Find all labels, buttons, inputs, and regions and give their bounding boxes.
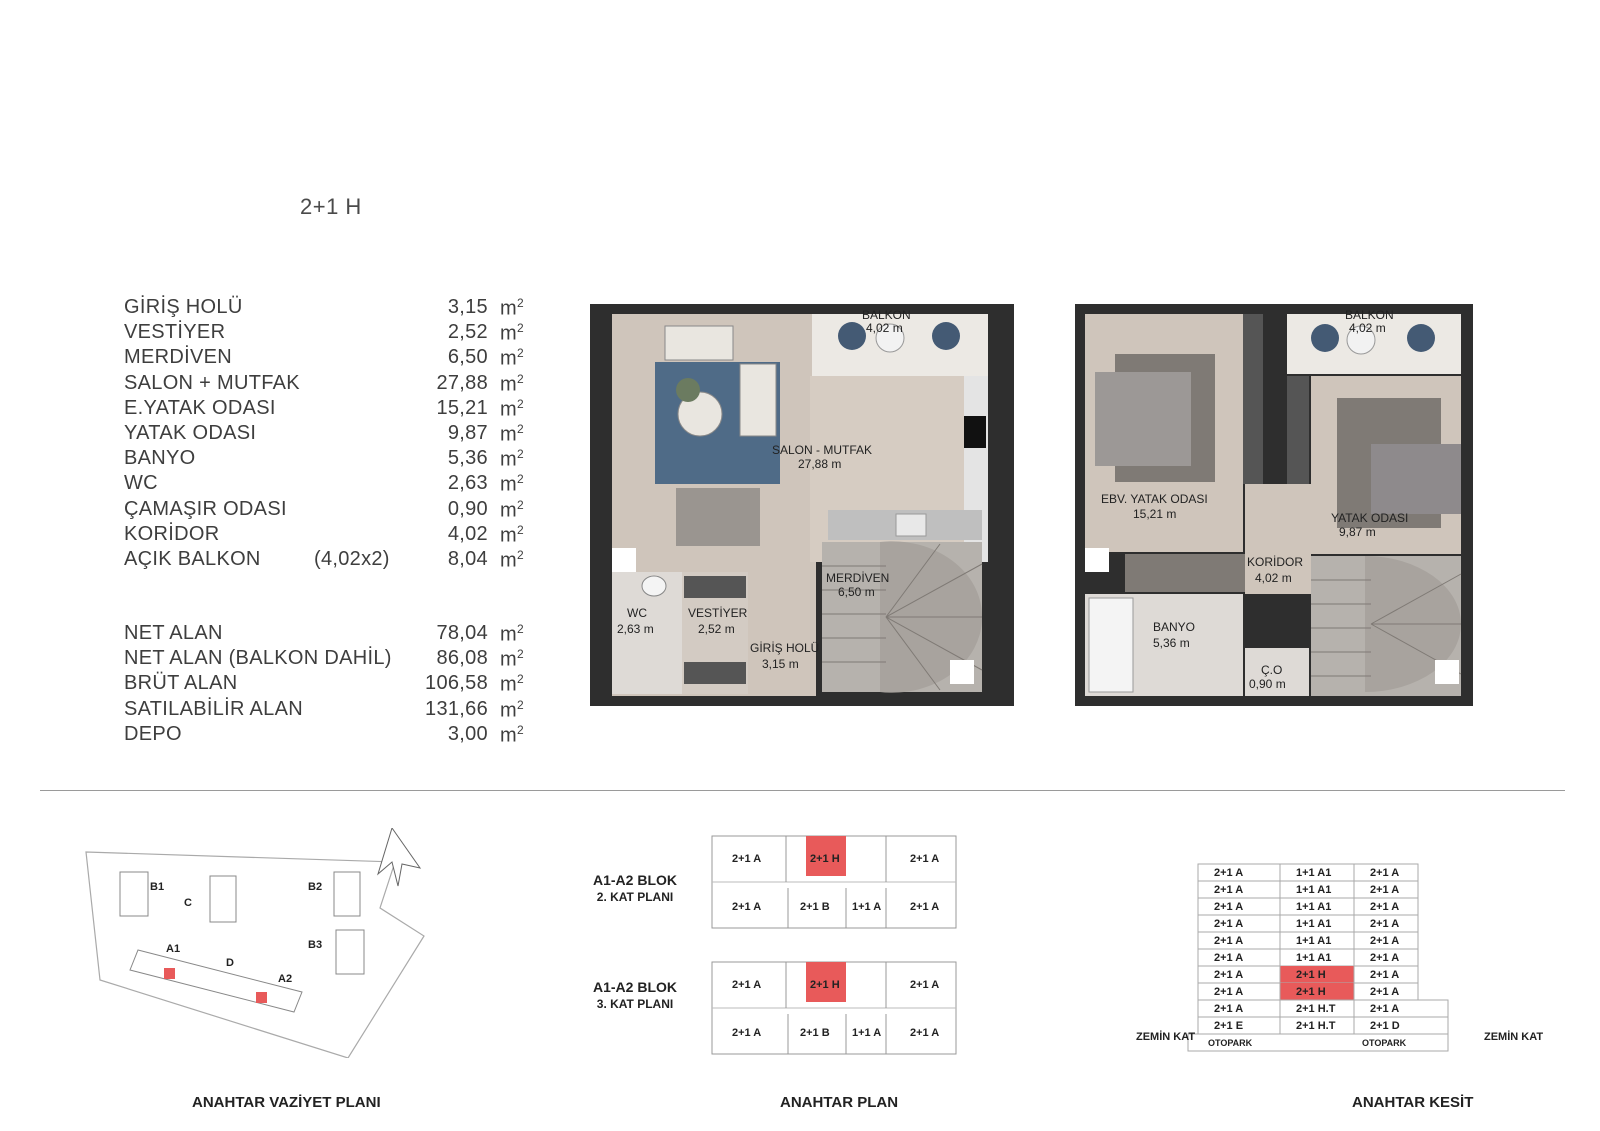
floor-plan-lower (590, 304, 1014, 706)
area-label: WC (124, 472, 158, 495)
area-label: AÇIK BALKON (124, 548, 261, 570)
upper-banyo-name: BANYO (1153, 620, 1196, 634)
area-unit: $m^2$ (500, 396, 524, 421)
lower-balkon-name: BALKON (862, 308, 911, 322)
section-cell: 2+1 H.T (1296, 1003, 1336, 1015)
total-value: 78,04 (436, 622, 488, 644)
key-section-caption: ANAHTAR KESİT (1352, 1094, 1474, 1111)
total-label: BRÜT ALAN (124, 672, 238, 695)
total-unit: $m^2$ (500, 647, 524, 671)
section-cell: 2+1 A (1214, 1003, 1244, 1015)
kp2-top-0: 2+1 A (732, 853, 762, 865)
kp2-top-1: 2+1 H (810, 853, 840, 865)
section-cell: 2+1 A (1370, 986, 1400, 998)
site-label-b3: B3 (308, 939, 323, 951)
area-unit: $m^2$ (500, 296, 524, 320)
kp2-bot-2: 1+1 A (852, 901, 882, 913)
area-label: E.YATAK ODASI (124, 396, 276, 419)
area-label: GİRİŞ HOLÜ (124, 296, 243, 318)
unit-title: 2+1 H (300, 194, 362, 219)
total-unit: $m^2$ (500, 622, 524, 646)
area-value: 6,50 (447, 346, 488, 369)
area-label: BANYO (124, 447, 196, 470)
section-cell: 2+1 A (1214, 986, 1244, 998)
site-label-d: D (226, 957, 234, 969)
area-label: ÇAMAŞIR ODASI (124, 497, 287, 520)
area-unit: $m^2$ (500, 447, 524, 471)
area-value: 8,04 (447, 548, 488, 570)
area-extra: (4,02x2) (314, 548, 390, 570)
total-row (124, 622, 524, 647)
site-label-b1: B1 (150, 881, 165, 893)
lower-giris-name: GİRİŞ HOLÜ (750, 641, 820, 655)
section-divider (40, 790, 1565, 791)
lower-vestiyer-area: 2,52 m (698, 622, 735, 636)
area-label: VESTİYER (124, 321, 226, 344)
area-row (124, 472, 524, 497)
area-row (124, 296, 524, 321)
area-label: KORİDOR (124, 522, 220, 545)
area-value: 15,21 (436, 396, 488, 419)
kp2-bot-0: 2+1 A (732, 901, 762, 913)
total-value: 3,00 (447, 722, 488, 745)
section-cell: 2+1 E (1214, 1020, 1244, 1032)
site-a1-marker (164, 968, 175, 979)
area-value: 0,90 (447, 497, 488, 520)
area-row (124, 346, 524, 371)
upper-yatak-name: YATAK ODASI (1331, 511, 1409, 525)
site-plan (80, 828, 440, 1058)
section-cell: 2+1 A (1214, 935, 1244, 947)
area-label: SALON + MUTFAK (124, 371, 300, 394)
parking-label: OTOPARK (1362, 1038, 1407, 1048)
section-cell: 2+1 H (1296, 986, 1326, 998)
section-cell: 2+1 A (1214, 901, 1244, 913)
kp2-top-2: 2+1 A (910, 853, 940, 865)
site-a2-marker (256, 992, 267, 1003)
section-cell: 2+1 A (1214, 918, 1244, 930)
upper-koridor-area: 4,02 m (1255, 571, 1292, 585)
kp3-bot-2: 1+1 A (852, 1027, 882, 1039)
kp3-top-0: 2+1 A (732, 979, 762, 991)
lower-giris-area: 3,15 m (762, 657, 799, 671)
total-value: 131,66 (425, 697, 488, 720)
keyplan-floor3-subtitle: 3. KAT PLANI (596, 997, 674, 1011)
key-section (1128, 860, 1548, 1072)
area-value: 5,36 (447, 447, 488, 470)
total-label: NET ALAN (BALKON DAHİL) (124, 647, 392, 670)
keyplan-floor3-title: A1-A2 BLOK (592, 979, 677, 995)
lower-balkon-area: 4,02 m (866, 321, 903, 335)
area-value: 9,87 (447, 422, 488, 444)
site-label-b2: B2 (308, 881, 323, 893)
total-value: 106,58 (425, 672, 488, 695)
lower-merdiven-name: MERDİVEN (826, 571, 890, 585)
site-label-a2: A2 (278, 973, 293, 985)
total-row (124, 698, 524, 723)
area-value: 3,15 (447, 296, 488, 318)
ground-right-label: ZEMİN KAT (1484, 1031, 1544, 1043)
key-plan-caption: ANAHTAR PLAN (780, 1094, 899, 1111)
site-plan-caption: ANAHTAR VAZİYET PLANI (192, 1094, 381, 1111)
section-cell: 1+1 A1 (1296, 901, 1332, 913)
area-unit: $m^2$ (500, 346, 524, 371)
dining-table (676, 488, 760, 546)
total-label: NET ALAN (124, 622, 223, 644)
upper-co-name: Ç.O (1261, 663, 1283, 677)
area-unit: $m^2$ (500, 321, 524, 345)
section-cell: 2+1 A (1214, 952, 1244, 964)
section-cell: 1+1 A1 (1296, 918, 1332, 930)
section-cell: 2+1 A (1214, 884, 1244, 896)
area-label: YATAK ODASI (124, 422, 257, 444)
section-cell: 2+1 A (1214, 969, 1244, 981)
key-plan (710, 834, 960, 1056)
floor-plan-upper (1075, 304, 1473, 706)
total-row (124, 647, 524, 672)
lower-salon-area: 27,88 m (798, 457, 842, 471)
section-cell: 2+1 A (1214, 867, 1244, 879)
area-unit: $m^2$ (500, 422, 524, 446)
upper-yatak-area: 9,87 m (1339, 525, 1376, 539)
parking-label: OTOPARK (1208, 1038, 1253, 1048)
lower-wc-name: WC (627, 606, 647, 620)
lower-merdiven-area: 6,50 m (838, 585, 875, 599)
section-cell: 2+1 H (1296, 969, 1326, 981)
area-unit: $m^2$ (500, 522, 524, 547)
section-cell: 2+1 A (1370, 1003, 1400, 1015)
section-cell: 1+1 A1 (1296, 935, 1332, 947)
total-unit: $m^2$ (500, 697, 524, 722)
section-cell: 2+1 A (1370, 901, 1400, 913)
section-cell: 1+1 A1 (1296, 952, 1332, 964)
upper-balkon-area: 4,02 m (1349, 321, 1386, 335)
upper-ebv-area: 15,21 m (1133, 507, 1177, 521)
kp3-bot-1: 2+1 B (800, 1027, 830, 1039)
upper-banyo-area: 5,36 m (1153, 636, 1190, 650)
area-row (124, 397, 524, 422)
site-label-a1: A1 (166, 943, 181, 955)
keyplan-floor2-title: A1-A2 BLOK (592, 872, 677, 888)
section-cell: 2+1 A (1370, 867, 1400, 879)
kp3-top-2: 2+1 A (910, 979, 940, 991)
kp2-bot-3: 2+1 A (910, 901, 940, 913)
area-unit: $m^2$ (500, 548, 524, 572)
section-cell: 2+1 A (1370, 935, 1400, 947)
total-value: 86,08 (436, 647, 488, 670)
kp2-bot-1: 2+1 B (800, 901, 830, 913)
total-row (124, 672, 524, 697)
upper-balkon-name: BALKON (1345, 308, 1394, 322)
area-row (124, 321, 524, 346)
section-cell: 2+1 H.T (1296, 1020, 1336, 1032)
total-label: DEPO (124, 722, 182, 745)
upper-ebv-name: EBV. YATAK ODASI (1101, 492, 1208, 506)
area-row (124, 422, 524, 447)
section-cell: 2+1 A (1370, 952, 1400, 964)
upper-koridor-name: KORİDOR (1247, 555, 1304, 569)
area-row (124, 498, 524, 523)
lower-salon-name: SALON - MUTFAK (772, 443, 873, 457)
area-row (124, 447, 524, 472)
lower-wc-area: 2,63 m (617, 622, 654, 636)
total-unit: $m^2$ (500, 722, 524, 747)
area-value: 27,88 (436, 371, 488, 394)
kp3-bot-3: 2+1 A (910, 1027, 940, 1039)
area-unit: $m^2$ (500, 497, 524, 522)
area-row (124, 548, 524, 573)
kp3-bot-0: 2+1 A (732, 1027, 762, 1039)
keyplan-floor3 (712, 962, 956, 1054)
lower-vestiyer-name: VESTİYER (688, 606, 748, 620)
kp3-top-1: 2+1 H (810, 979, 840, 991)
section-cell: 1+1 A1 (1296, 884, 1332, 896)
total-unit: $m^2$ (500, 672, 524, 697)
section-cell: 2+1 A (1370, 918, 1400, 930)
total-row (124, 723, 524, 748)
area-value: 2,52 (447, 321, 488, 344)
ground-left-label: ZEMİN KAT (1136, 1031, 1196, 1043)
section-cell: 1+1 A1 (1296, 867, 1332, 879)
area-row (124, 523, 524, 548)
section-cell: 2+1 A (1370, 884, 1400, 896)
area-unit: $m^2$ (500, 371, 524, 396)
area-row (124, 372, 524, 397)
section-cell: 2+1 D (1370, 1020, 1400, 1032)
keyplan-floor2 (712, 836, 956, 928)
area-unit: $m^2$ (500, 472, 524, 497)
keyplan-floor2-subtitle: 2. KAT PLANI (596, 890, 674, 904)
area-label: MERDİVEN (124, 346, 232, 369)
area-value: 2,63 (447, 472, 488, 495)
area-value: 4,02 (447, 522, 488, 545)
section-cell: 2+1 A (1370, 969, 1400, 981)
site-label-c: C (184, 897, 192, 909)
total-label: SATILABİLİR ALAN (124, 697, 303, 720)
upper-co-area: 0,90 m (1249, 677, 1286, 691)
